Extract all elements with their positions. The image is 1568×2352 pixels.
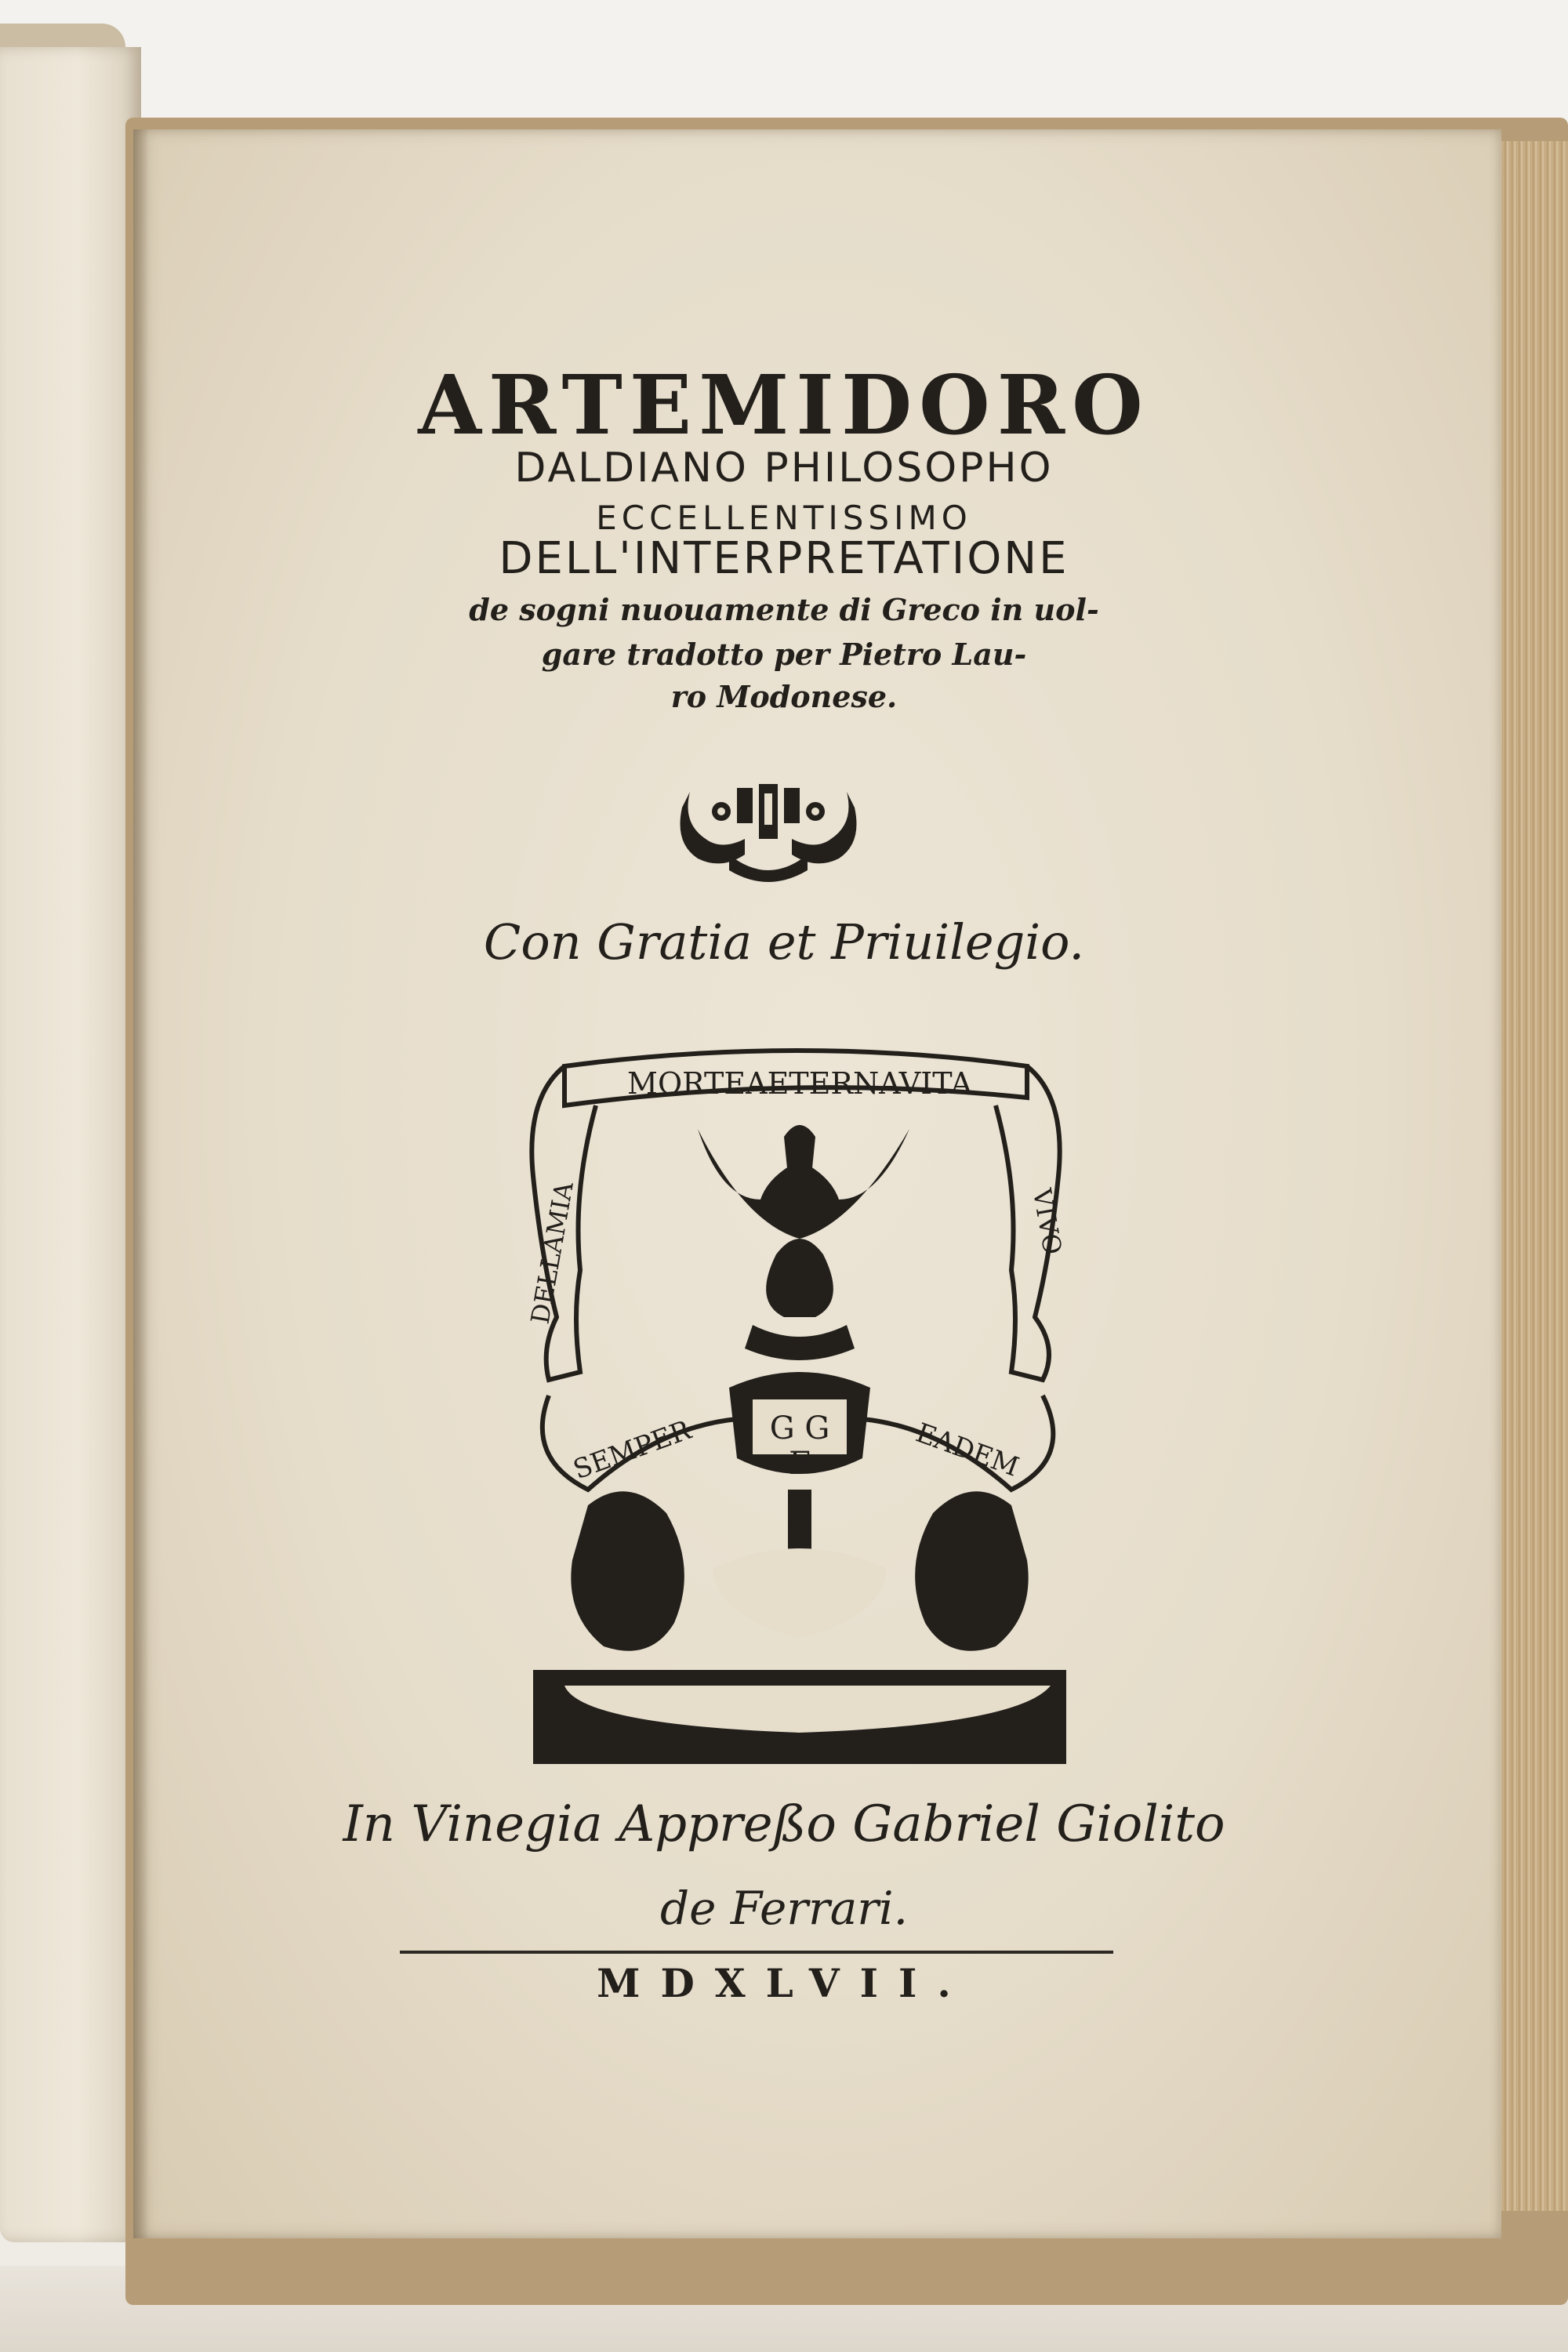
- device-monogram-top: G G: [769, 1410, 830, 1446]
- book-title: ARTEMIDORO: [418, 357, 1150, 453]
- author-line: DALDIANO PHILOSOPHO: [514, 445, 1054, 492]
- subject-line: DELL'INTERPRETATIONE: [499, 533, 1069, 584]
- imprint-line-1: In Vinegia Appreßo Gabriel Giolito: [343, 1795, 1225, 1853]
- device-motto-left: DELLAMIA: [524, 1179, 579, 1327]
- device-motto-top: MORTEAETERNAVITA: [627, 1066, 972, 1101]
- privilege-line: Con Gratia et Priuilegio.: [483, 913, 1085, 971]
- device-motto-right: VIVO: [1026, 1186, 1068, 1258]
- imprint-date: MDXLVII.: [597, 1960, 971, 2006]
- device-scroll-right: EADEM: [911, 1417, 1023, 1483]
- description-line-1: de sogni nuouamente di Greco in uol-: [469, 592, 1099, 627]
- fleuron-ornament: [674, 776, 862, 886]
- description-line-2: gare tradotto per Pietro Lau-: [541, 637, 1027, 672]
- description-line-3: ro Modonese.: [670, 679, 898, 714]
- imprint-rule: [400, 1951, 1113, 1954]
- device-monogram-bottom: F: [789, 1446, 811, 1482]
- epithet-line: ECCELLENTISSIMO: [596, 499, 972, 537]
- printer-device-woodcut: [517, 1019, 1082, 1772]
- imprint-line-2: de Ferrari.: [659, 1882, 909, 1935]
- device-scroll-left: SEMPER: [568, 1414, 695, 1486]
